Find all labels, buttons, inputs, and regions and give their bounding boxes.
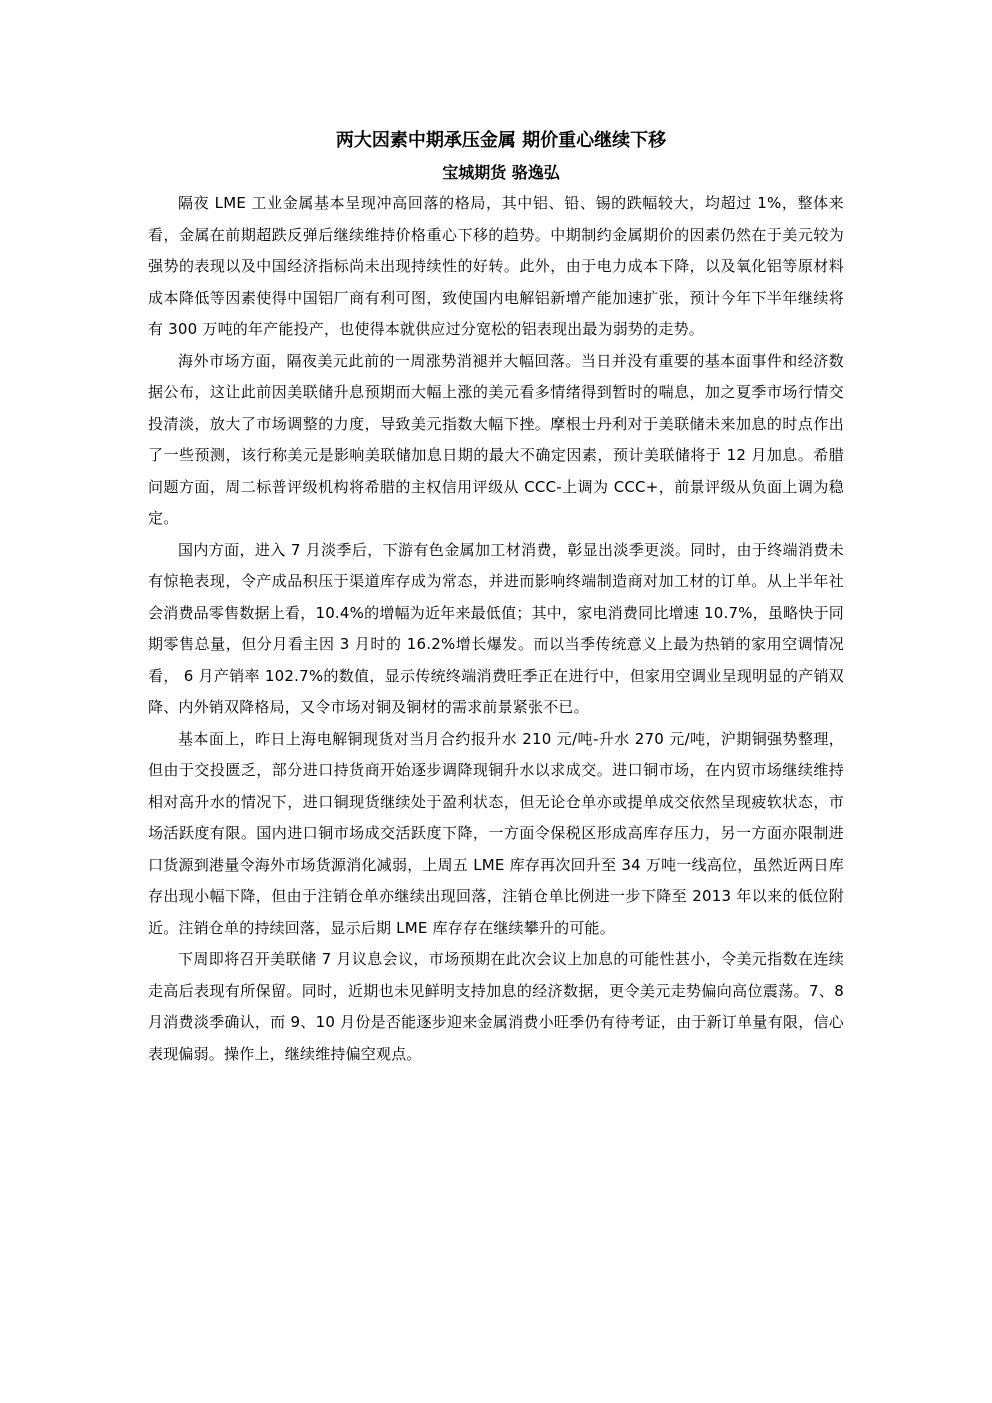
paragraph-lme-overview: 隔夜 LME 工业金属基本呈现冲高回落的格局，其中铝、铅、锡的跌幅较大，均超过 1%，整体来看，金属在前期超跌反弹后继续维持价格重心下移的趋势。中期制约金属期价的因素仍然在于美元较为强势的表现以及中国经济指标尚未出现持续性的好转。此外，由于电力成本下降，以及氧化铝等原材料成本降低等因素使得中国铝厂商有利可图，致使国内电解铝新增产能加速扩张，预计今年下半年继续将有 300 万吨的年产能投产，也使得本就供应过分宽松的铝表现出最为弱势的走势。 <box>148 194 844 338</box>
paragraph-domestic-market: 国内方面，进入 7 月淡季后，下游有色金属加工材消费，彰显出淡季更淡。同时，由于终端消费未有惊艳表现，令产成品积压于渠道库存成为常态，并进而影响终端制造商对加工材的订单。从上半年社会消费品零售数据上看，10.4%的增幅为近年来最低值；其中，家电消费同比增速 10.7%，虽略快于同期零售总量，但分月看主因 3 月时的 16.2%增长爆发。而以当季传统意义上最为热销的家用空调情况看， 6 月产销率 102.7%的数值，显示传统终端消费旺季正在进行中，但家用空调业呈现明显的产销双降、内外销双降格局，又令市场对铜及铜材的需求前景紧张不已。 <box>148 540 844 716</box>
paragraph-fundamentals: 基本面上，昨日上海电解铜现货对当月合约报升水 210 元/吨-升水 270 元/吨，沪期铜强势整理，但由于交投匮乏，部分进口持货商开始逐步调降现铜升水以求成交。进口铜市场，在内贸市场继续维持相对高升水的情况下，进口铜现货继续处于盈利状态，但无论仓单亦或提单成交依然呈现疲软状态，市场活跃度有限。国内进口铜市场成交活跃度下降，一方面令保税区形成高库存压力，另一方面亦限制进口货源到港量令海外市场货源消化减弱，上周五 LME 库存再次回升至 34 万吨一线高位，虽然近两日库存出现小幅下降，但由于注销仓单亦继续出现回落，注销仓单比例进一步下降至 2013 年以来的低位附近。注销仓单的持续回落，显示后期 LME 库存存在继续攀升的可能。 <box>148 729 844 937</box>
document-byline: 宝城期货 骆逸弘 <box>442 163 560 182</box>
document-page <box>148 124 844 1070</box>
document-title: 两大因素中期承压金属 期价重心继续下移 <box>335 130 667 151</box>
paragraph-overseas-market: 海外市场方面，隔夜美元此前的一周涨势消褪并大幅回落。当日并没有重要的基本面事件和经济数据公布，这让此前因美联储升息预期而大幅上涨的美元看多情绪得到暂时的喘息，加之夏季市场行情交投清淡，放大了市场调整的力度，导致美元指数大幅下挫。摩根士丹利对于美联储未来加息的时点作出了一些预测，该行称美元是影响美联储加息日期的最大不确定因素，预计美联储将于 12 月加息。希腊问题方面，周二标普评级机构将希腊的主权信用评级从 CCC-上调为 CCC+，前景评级从负面上调为稳定。 <box>148 351 844 527</box>
paragraph-outlook: 下周即将召开美联储 7 月议息会议，市场预期在此次会议上加息的可能性甚小，令美元指数在连续走高后表现有所保留。同时，近期也未见鲜明支持加息的经济数据，更令美元走势偏向高位震荡。7、8 月消费淡季确认，而 9、10 月份是否能逐步迎来金属消费小旺季仍有待考证，由于新订单量有限，信心表现偏弱。操作上，继续维持偏空观点。 <box>148 950 844 1063</box>
